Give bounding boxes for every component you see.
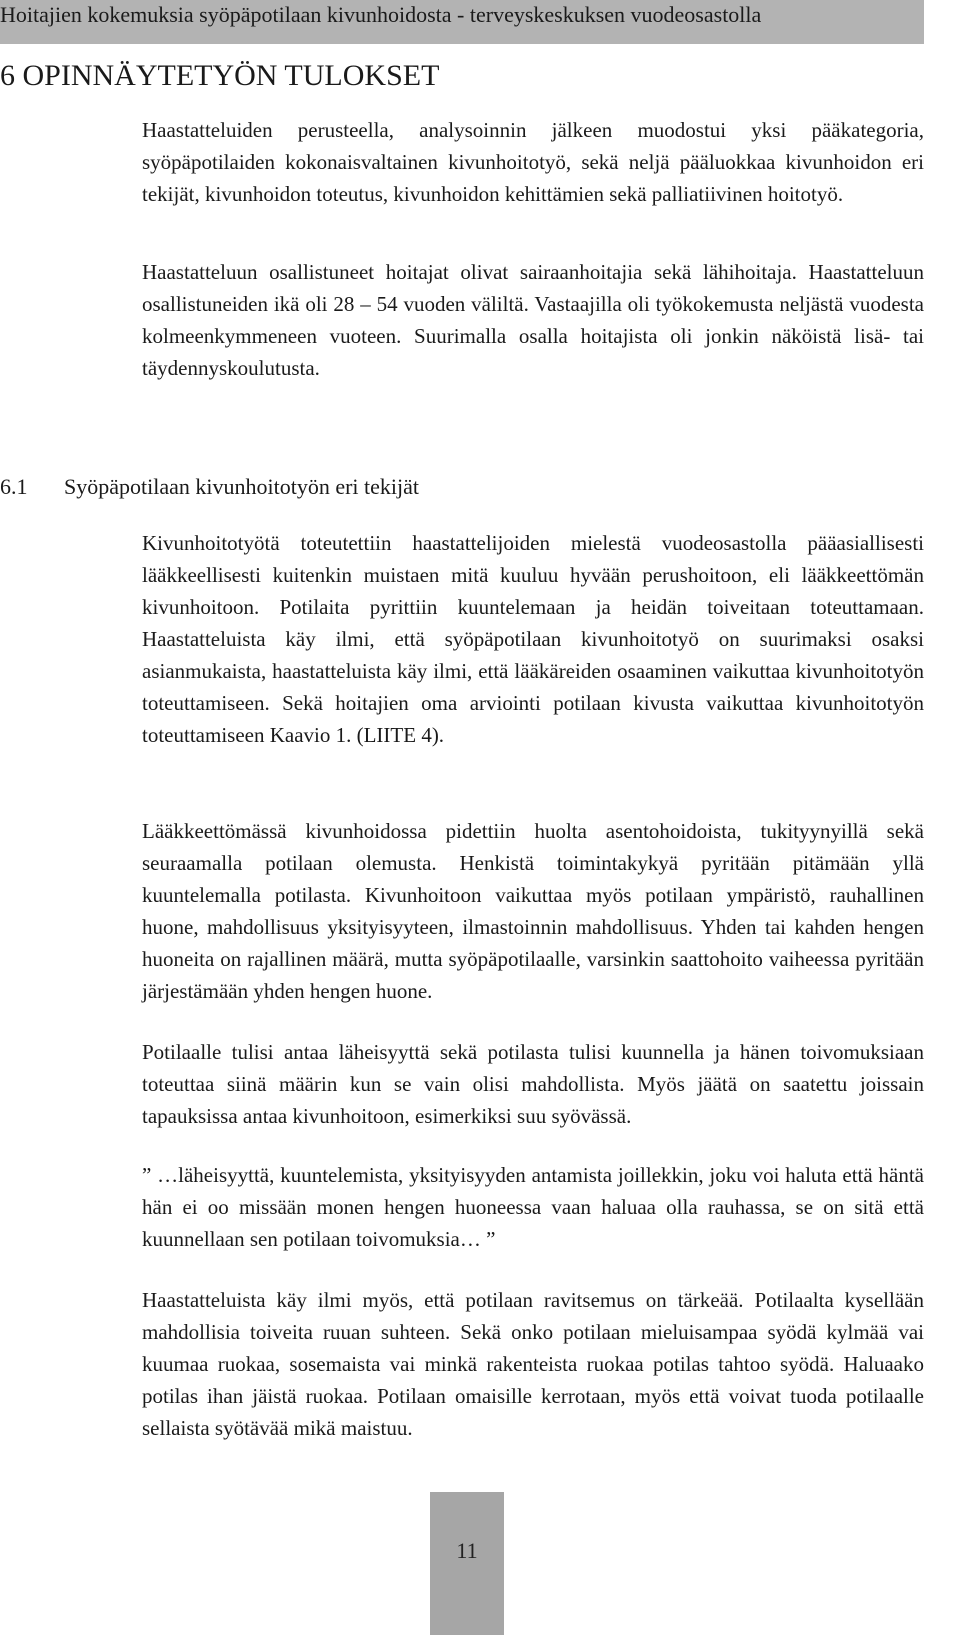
section-title: Syöpäpotilaan kivunhoitotyön eri tekijät [64,474,419,499]
page-number: 11 [456,1538,478,1563]
section-heading [0,472,419,502]
section-number: 6.1 [0,474,28,499]
interview-quote: ” …läheisyyttä, kuuntelemista, yksityisyyden antamista joillekkin, joku voi haluta että häntä hän ei oo missään monen hengen huoneessa vaan haluaa olla rauhassa, se on sitä että kuunnellaan sen potilaan toivomuksia… ” [142,1163,924,1251]
chapter-title: 6 OPINNÄYTETYÖN TULOKSET [0,59,440,92]
intro-paragraph-2: Haastatteluun osallistuneet hoitajat olivat sairaanhoitajia sekä lähihoitaja. Haastatteluun osallistuneiden ikä oli 28 – 54 vuoden väliltä. Vastaajilla oli työkokemusta neljästä vuodesta kolmeenkymmeneen vuoteen. Suurimalla osalla hoitajista oli jonkin näköistä lisä- tai täydennyskoulutusta. [142,260,924,380]
body-paragraph-3: Potilaalle tulisi antaa läheisyyttä sekä potilasta tulisi kuunnella ja hänen toivomuksiaan toteuttaa siinä määrin kun se vain olisi mahdollista. Myös jäätä on saatettu joissain tapauksissa antaa kivunhoitoon, esimerkiksi suu syövässä. [142,1040,924,1128]
body-paragraph-2: Lääkkeettömässä kivunhoidossa pidettiin huolta asentohoidoista, tukityynyillä sekä seuraamalla potilaan olemusta. Henkistä toimintakykyä pyritään pitämään yllä kuuntelemalla potilasta. Kivunhoitoon vaikuttaa myös potilaan ympäristö, rauhallinen huone, mahdollisuus yksityisyyteen, ilmastoinnin mahdollisuus. Yhden tai kahden hengen huoneita on rajallinen määrä, mutta syöpäpotilaalle, varsinkin saattohoito vaiheessa pyritään järjestämään yhden hengen huone. [142,819,924,1003]
page-number-box [430,1492,504,1635]
body-paragraph-4: Haastatteluista käy ilmi myös, että potilaan ravitsemus on tärkeää. Potilaalta kysellään mahdollisia toiveita ruuan suhteen. Sekä onko potilaan mieluisampaa syödä kylmää vai kuumaa ruokaa, sosemaista vai minkä rakenteista ruokaa potilas tahtoo syödä. Haluaako potilas ihan jäistä ruokaa. Potilaan omaisille kerrotaan, myös että voivat tuoda potilaalle sellaista syötävää mikä maistuu. [142,1288,924,1440]
running-header [0,0,924,44]
body-paragraph-1: Kivunhoitotyötä toteutettiin haastattelijoiden mielestä vuodeosastolla pääasiallisesti lääkkeellisesti kuitenkin muistaen mitä kuuluu hyvään perushoitoon, eli lääkkeettömän kivunhoitoon. Potilaita pyrittiin kuuntelemaan ja heidän toiveitaan toteuttamaan. Haastatteluista käy ilmi, että syöpäpotilaan kivunhoitotyö on suurimaksi osaksi asianmukaista, haastatteluista käy ilmi, että lääkäreiden osaaminen vaikuttaa kivunhoitotyön toteuttamiseen. Sekä hoitajien oma arviointi potilaan kivusta vaikuttaa kivunhoitotyön toteuttamiseen Kaavio 1. (LIITE 4). [142,531,924,747]
intro-paragraph-1: Haastatteluiden perusteella, analysoinnin jälkeen muodostui yksi pääkategoria, syöpäpotilaiden kokonaisvaltainen kivunhoitotyö, sekä neljä pääluokkaa kivunhoidon eri tekijät, kivunhoidon toteutus, kivunhoidon kehittämien sekä palliatiivinen hoitotyö. [142,118,924,206]
running-header-text: Hoitajien kokemuksia syöpäpotilaan kivunhoidosta - terveyskeskuksen vuodeosastolla [0,2,762,27]
